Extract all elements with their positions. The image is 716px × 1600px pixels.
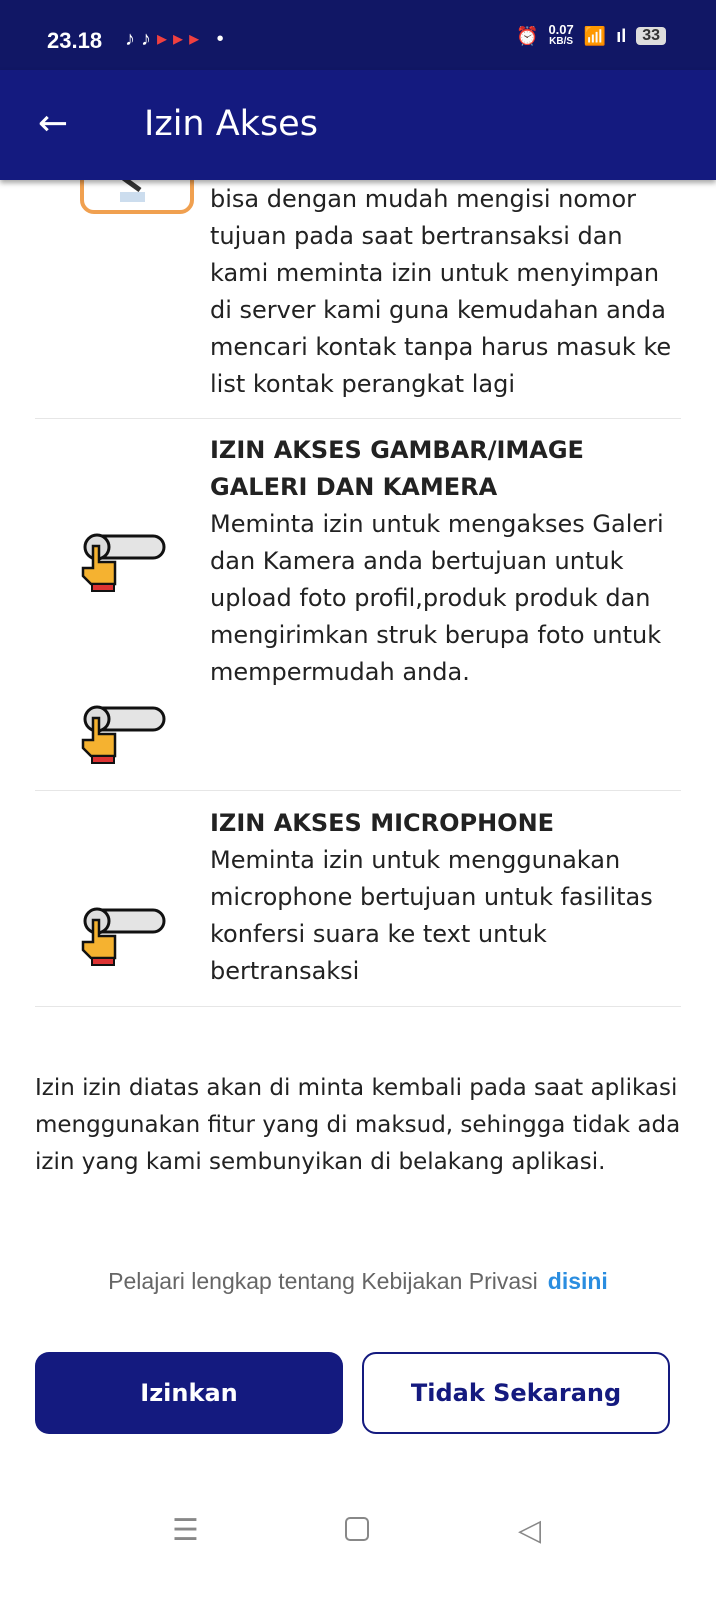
app-bar <box>0 70 716 180</box>
footer-note: Izin izin diatas akan di minta kembali pada saat aplikasi menggunakan fitur yang di maksud, sehingga tidak ada izin yang kami sembunyikan di belakang aplikasi. <box>35 1075 681 1175</box>
alarm-icon: ⏰ <box>516 25 539 46</box>
section-body: Meminta izin untuk mengakses Galeri dan Kamera anda bertujuan untuk upload foto profil,produk produk dan mengirimkan struk berupa foto untuk mempermudah anda. <box>210 510 664 686</box>
privacy-link[interactable]: disini <box>547 1268 608 1294</box>
divider <box>35 418 681 419</box>
status-bar <box>0 0 716 70</box>
battery-icon: 33 <box>636 27 666 45</box>
status-time: 23.18 <box>47 28 103 53</box>
toggle-hand-icon <box>78 902 168 966</box>
net-speed: 0.07 KB/S <box>548 22 574 47</box>
back-arrow-icon[interactable]: ← <box>38 103 69 144</box>
signal-icon: ıl <box>616 25 627 46</box>
system-nav-bar <box>0 1505 716 1555</box>
status-icons <box>516 24 666 48</box>
not-now-button[interactable]: Tidak Sekarang <box>362 1352 670 1434</box>
wifi-icon: 📶 <box>583 25 607 46</box>
privacy-text: Pelajari lengkap tentang Kebijakan Privasi <box>108 1268 538 1294</box>
gallery-camera-section <box>210 432 680 691</box>
page-title: Izin Akses <box>144 104 318 144</box>
privacy-line <box>0 1268 716 1295</box>
section-body: Meminta izin untuk menggunakan microphone bertujuan untuk fasilitas konfersi suara ke text untuk bertransaksi <box>210 846 653 985</box>
divider <box>35 1006 681 1007</box>
section-body: bisa dengan mudah mengisi nomor tujuan pada saat bertransaksi dan kami meminta izin untuk menyimpan di server kami guna kemudahan anda mencari kontak tanpa harus masuk ke list kontak perangkat lagi <box>210 185 672 398</box>
notification-icons: ♪♪▸▸▸ • <box>125 28 230 50</box>
section-title: IZIN AKSES GAMBAR/IMAGE GALERI DAN KAMERA <box>210 436 584 501</box>
menu-icon[interactable]: ☰ <box>172 1513 199 1548</box>
section-title: IZIN AKSES MICROPHONE <box>210 809 555 837</box>
allow-button[interactable]: Izinkan <box>35 1352 343 1434</box>
divider <box>35 790 681 791</box>
contacts-section <box>210 181 680 403</box>
toggle-hand-icon <box>78 528 168 592</box>
home-icon[interactable] <box>345 1517 369 1541</box>
microphone-section <box>210 805 680 990</box>
toggle-hand-icon <box>78 700 168 764</box>
back-icon[interactable]: ◁ <box>518 1513 542 1548</box>
